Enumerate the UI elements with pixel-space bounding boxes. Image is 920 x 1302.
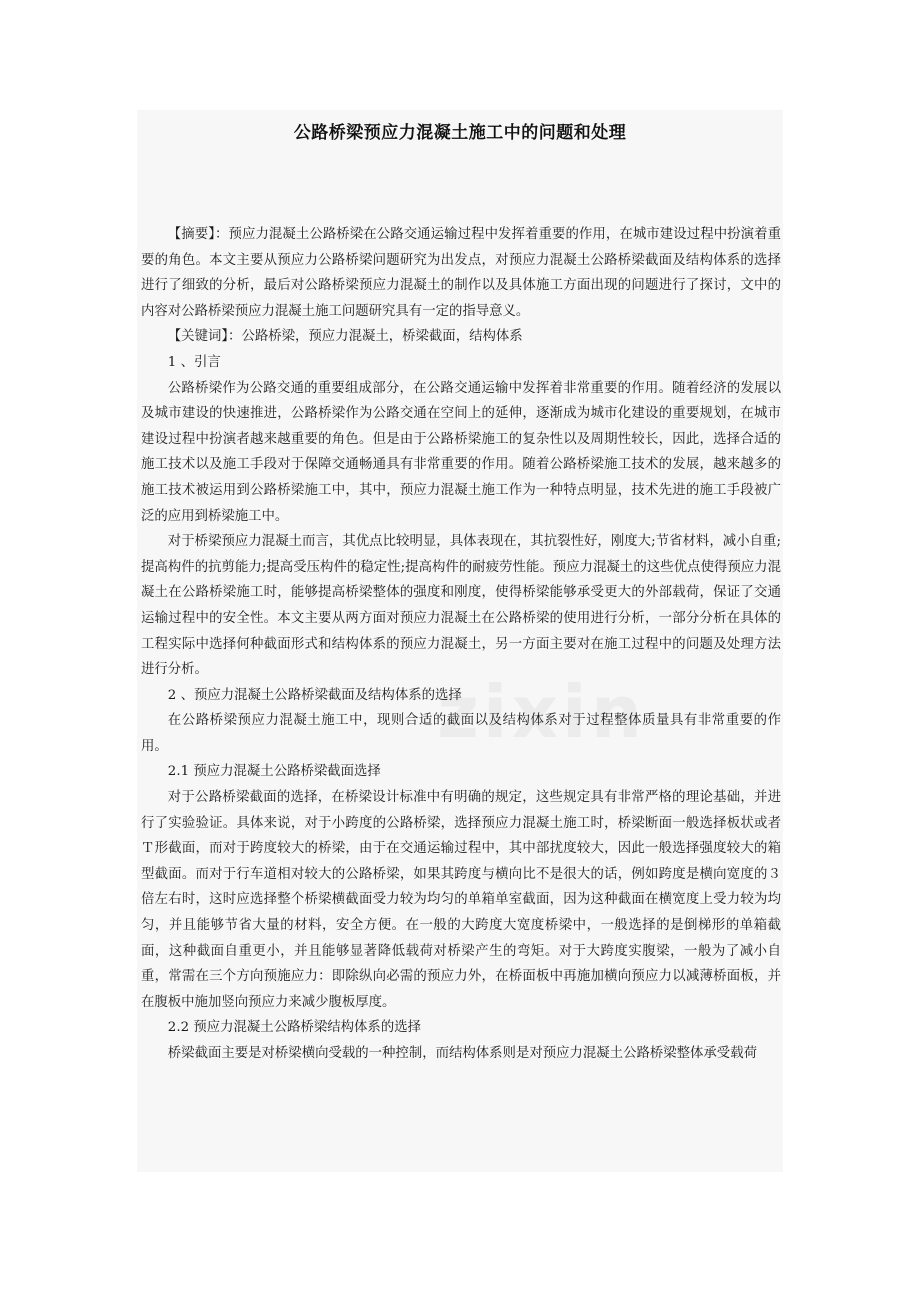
body-paragraph: 在公路桥梁预应力混凝土施工中，现则合适的截面以及结构体系对于过程整体质量具有非常重要的作用。 — [141, 713, 781, 754]
body-paragraph: 桥梁截面主要是对桥梁横向受载的一种控制，而结构体系则是对预应力混凝土公路桥梁整体承受载荷 — [167, 1046, 757, 1061]
subsection-heading-2-2: 2.2 预应力混凝土公路桥梁结构体系的选择 — [167, 1020, 421, 1036]
body-paragraph: 对于桥梁预应力混凝土而言，其优点比较明显，具体表现在，其抗裂性好，刚度大;节省材料，减小自重;提高构件的抗剪能力;提高受压构件的稳定性;提高构件的耐疲劳性能。预应力混凝土的这些优点使得预应力混凝土在公路桥梁施工时，能够提高桥梁整体的强度和刚度，使得桥梁能够承受更大的外部载荷，保证了交通运输过程中的安全性。本文主要从两方面对预应力混凝土在公路桥梁的使用进行分析，一部分分析在具体的工程实际中选择何种截面形式和结构体系的预应力混凝土，另一方面主要对在施工过程中的问题及处理方法进行分析。 — [141, 534, 781, 678]
body-paragraph: 对于公路桥梁截面的选择，在桥梁设计标准中有明确的规定，这些规定具有非常严格的理论基础，并进行了实验验证。具体来说，对于小跨度的公路桥梁，选择预应力混凝土施工时，桥梁断面一般选择板状或者Ｔ形截面，而对于跨度较大的桥梁，由于在交通运输过程中，其中部扰度较大，因此一般选择强度较大的箱型截面。而对于行车道相对较大的公路桥梁，如果其跨度与横向比不是很大的话，例如跨度是横向宽度的３倍左右时，这时应选择整个桥梁横截面受力较为均匀的单箱单室截面，因为这种截面在横宽度上受力较为均匀，并且能够节省大量的材料，安全方便。在一般的大跨度大宽度桥梁中，一般选择的是倒梯形的单箱截面，这种截面自重更小，并且能够显著降低载荷对桥梁产生的弯矩。对于大跨度实腹梁，一般为了减小自重，常需在三个方向预施应力：即除纵向必需的预应力外，在桥面板中再施加横向预应力以减薄桥面板，并在腹板中施加竖向预应力来减少腹板厚度。 — [141, 790, 781, 1010]
section-heading-1: 1 、引言 — [167, 354, 221, 370]
keywords-paragraph: 【关键词】：公路桥梁，预应力混凝土，桥梁截面，结构体系 — [167, 329, 523, 345]
document-page — [137, 110, 783, 1172]
document-title: 公路桥梁预应力混凝土施工中的问题和处理 — [293, 123, 627, 143]
abstract-paragraph: 【摘要】：预应力混凝土公路桥梁在公路交通运输过程中发挥着重要的作用，在城市建设过程中扮演着重要的角色。本文主要从预应力公路桥梁问题研究为出发点，对预应力混凝土公路桥梁截面及结构体系的选择进行了细致的分析，最后对公路桥梁预应力混凝土的制作以及具体施工方面出现的问题进行了探讨，文中的内容对公路桥梁预应力混凝土施工问题研究具有一定的指导意义。 — [141, 227, 781, 319]
document-body — [141, 222, 781, 1067]
subsection-heading-2-1: 2.1 预应力混凝土公路桥梁截面选择 — [167, 764, 381, 780]
body-paragraph: 公路桥梁作为公路交通的重要组成部分，在公路交通运输中发挥着非常重要的作用。随着经济的发展以及城市建设的快速推进，公路桥梁作为公路交通在空间上的延伸，逐渐成为城市化建设的重要规划，在城市建设过程中扮演者越来越重要的角色。但是由于公路桥梁施工的复杂性以及周期性较长，因此，选择合适的施工技术以及施工手段对于保障交通畅通具有非常重要的作用。随着公路桥梁施工技术的发展，越来越多的施工技术被运用到公路桥梁施工中，其中，预应力混凝土施工作为一种特点明显，技术先进的施工手段被广泛的应用到桥梁施工中。 — [141, 380, 781, 524]
section-heading-2: 2 、预应力混凝土公路桥梁截面及结构体系的选择 — [167, 687, 462, 703]
